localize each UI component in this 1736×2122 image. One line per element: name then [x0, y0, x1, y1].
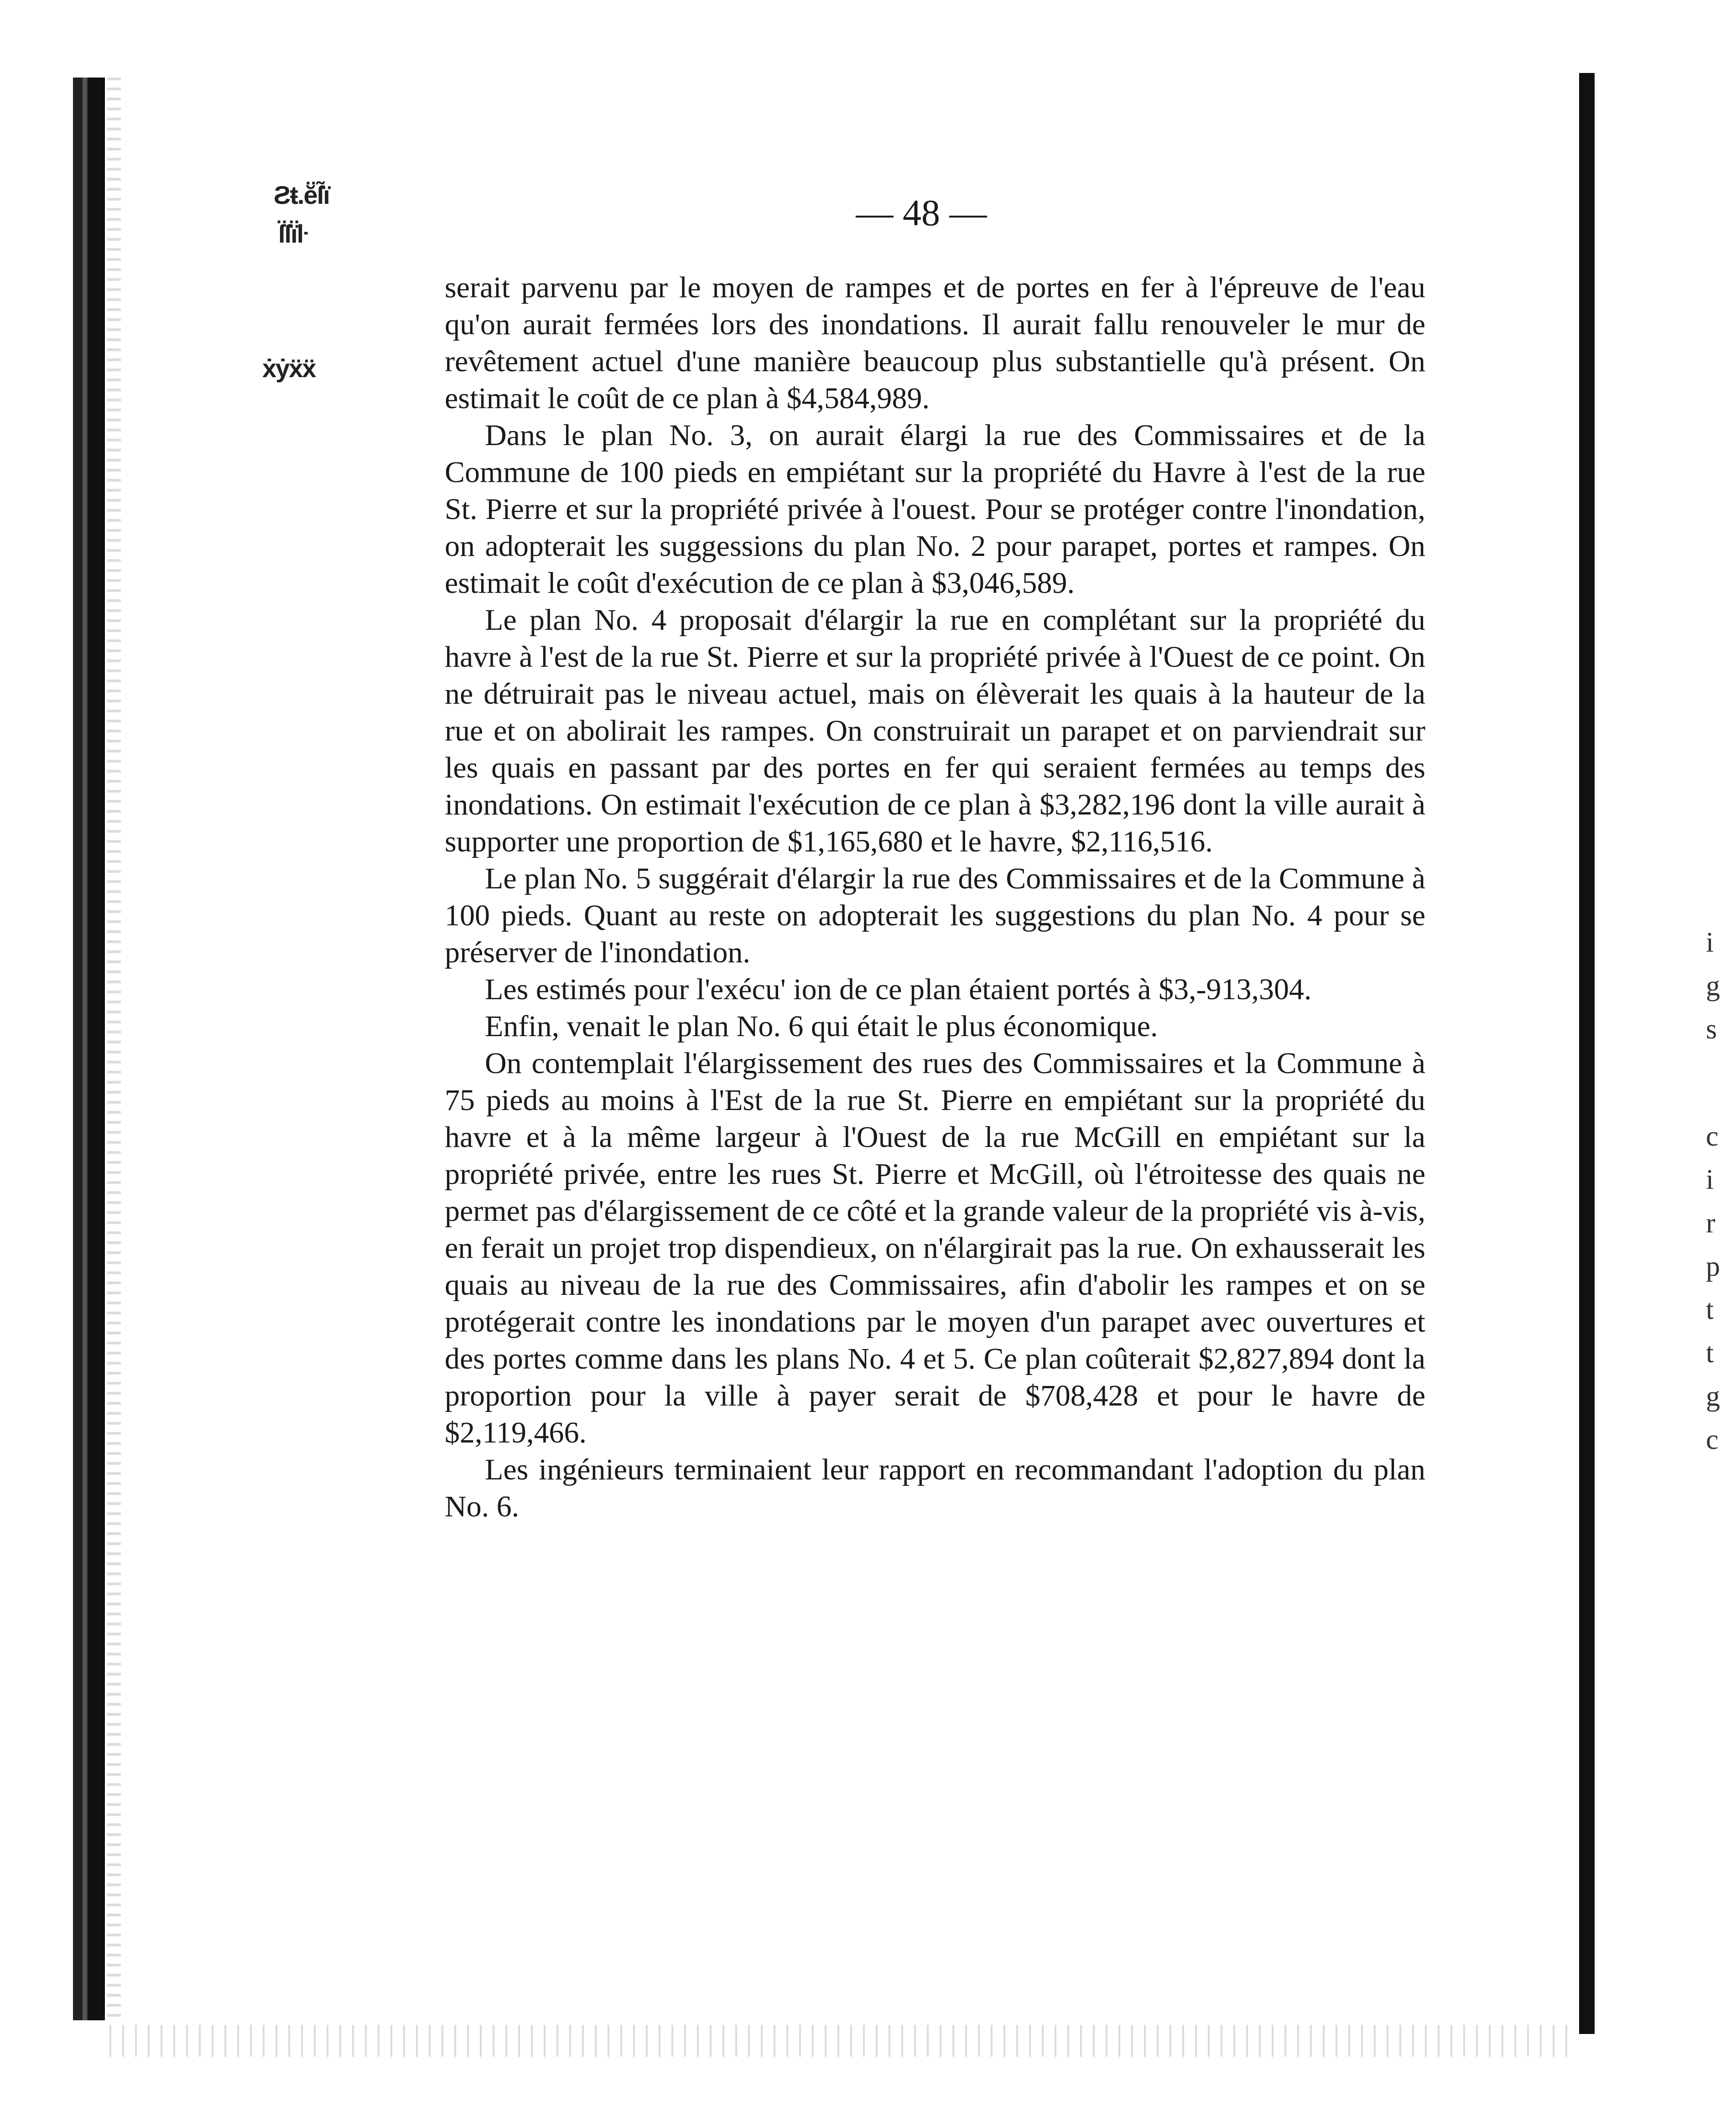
scan-border-left-faint [107, 78, 121, 2020]
body-text [445, 269, 1425, 1525]
right-fragment-letter: t [1706, 1294, 1714, 1325]
paragraph-7: On contemplait l'élargissement des rues des Commissaires et la Commune à 75 pieds au moins à l'Est de la rue St. Pierre en empiétant sur la propriété du havre et à la même largeur à l'Ouest de la rue McGill en empiétant sur la propriété privée, entre les rues St. Pierre et McGill, où l'étroitesse des quais ne permet pas d'élargissement de ce côté et la grande valeur de la propriété vis à-vis, en ferait un projet trop dispendieux, on n'élargirait pas la rue. On exhausserait les quais au niveau de la rue des Commissaires, afin d'abolir les rampes et on se protégerait contre les inondations par le moyen d'un parapet avec ouvertures et des portes comme dans les plans No. 4 et 5. Ce plan coûterait $2,827,894 dont la proportion pour la ville à payer serait de $708,428 et pour le havre de $2,119,466. [445, 1047, 1425, 1449]
margin-note-1: Ƨŧ.ĕ̈ſ̃ï [274, 181, 329, 209]
margin-note-2: ſ̈ſï̈ŀ [278, 219, 308, 248]
margin-note-3: ẋẏẍẍ [262, 354, 316, 383]
scan-border-right [1579, 73, 1595, 2034]
right-margin-fragment [1706, 921, 1733, 1462]
right-fragment-letter: r [1706, 1208, 1715, 1239]
right-fragment-letter: t [1706, 1338, 1714, 1369]
right-fragment-letter: s [1706, 1014, 1717, 1045]
right-fragment-letter: i [1706, 1164, 1714, 1195]
paragraph-2: Dans le plan No. 3, on aurait élargi la rue des Commissaires et de la Commune de 100 pieds en empiétant sur la propriété du Havre à l'est de la rue St. Pierre et sur la propriété privée à l'ouest. Pour se protéger contre l'inondation, on adopterait les suggessions du plan No. 2 pour parapet, portes et rampes. On estimait le coût d'exécution de ce plan à $3,046,589. [445, 419, 1425, 600]
scan-border-left [73, 78, 105, 2020]
right-fragment-letter: c [1706, 1121, 1719, 1152]
paragraph-5: Les estimés pour l'exécu' ion de ce plan étaient portés à $3,-913,304. [485, 973, 1312, 1006]
paragraph-1: serait parvenu par le moyen de rampes et de portes en fer à l'épreuve de l'eau qu'on aurait fermées lors des inondations. Il aurait fallu renouveler le mur de revêtement actuel d'une manière beaucoup plus substantielle qu'à présent. On estimait le coût de ce plan à $4,584,989. [445, 271, 1425, 415]
right-fragment-letter: i [1706, 927, 1714, 958]
right-fragment-letter: g [1706, 1381, 1720, 1412]
paragraph-8: Les ingénieurs terminaient leur rapport en recommandant l'adoption du plan No. 6. [445, 1453, 1425, 1523]
right-fragment-letter: p [1706, 1251, 1720, 1282]
right-fragment-letter: g [1706, 970, 1720, 1001]
paragraph-4: Le plan No. 5 suggérait d'élargir la rue des Commissaires et de la Commune à 100 pieds. Quant au reste on adopterait les suggestions du plan No. 4 pour se préserver de l'inondation. [445, 862, 1425, 969]
scan-noise-bottom [109, 2025, 1578, 2057]
paragraph-6: Enfin, venait le plan No. 6 qui était le plus économique. [485, 1010, 1158, 1043]
right-fragment-letter: c [1706, 1424, 1719, 1455]
paragraph-3: Le plan No. 4 proposait d'élargir la rue en complétant sur la propriété du havre à l'est de la rue St. Pierre et sur la propriété privée à l'Ouest de ce point. On ne détruirait pas le niveau actuel, mais on élèverait les quais à la hauteur de la rue et on abolirait les rampes. On construirait un parapet et on parviendrait sur les quais en passant par des portes en fer qui seraient fermées au temps des inondations. On estimait l'exécution de ce plan à $3,282,196 dont la ville aurait à supporter une proportion de $1,165,680 et le havre, $2,116,516. [445, 603, 1425, 858]
page-number: — 48 — [856, 192, 987, 233]
